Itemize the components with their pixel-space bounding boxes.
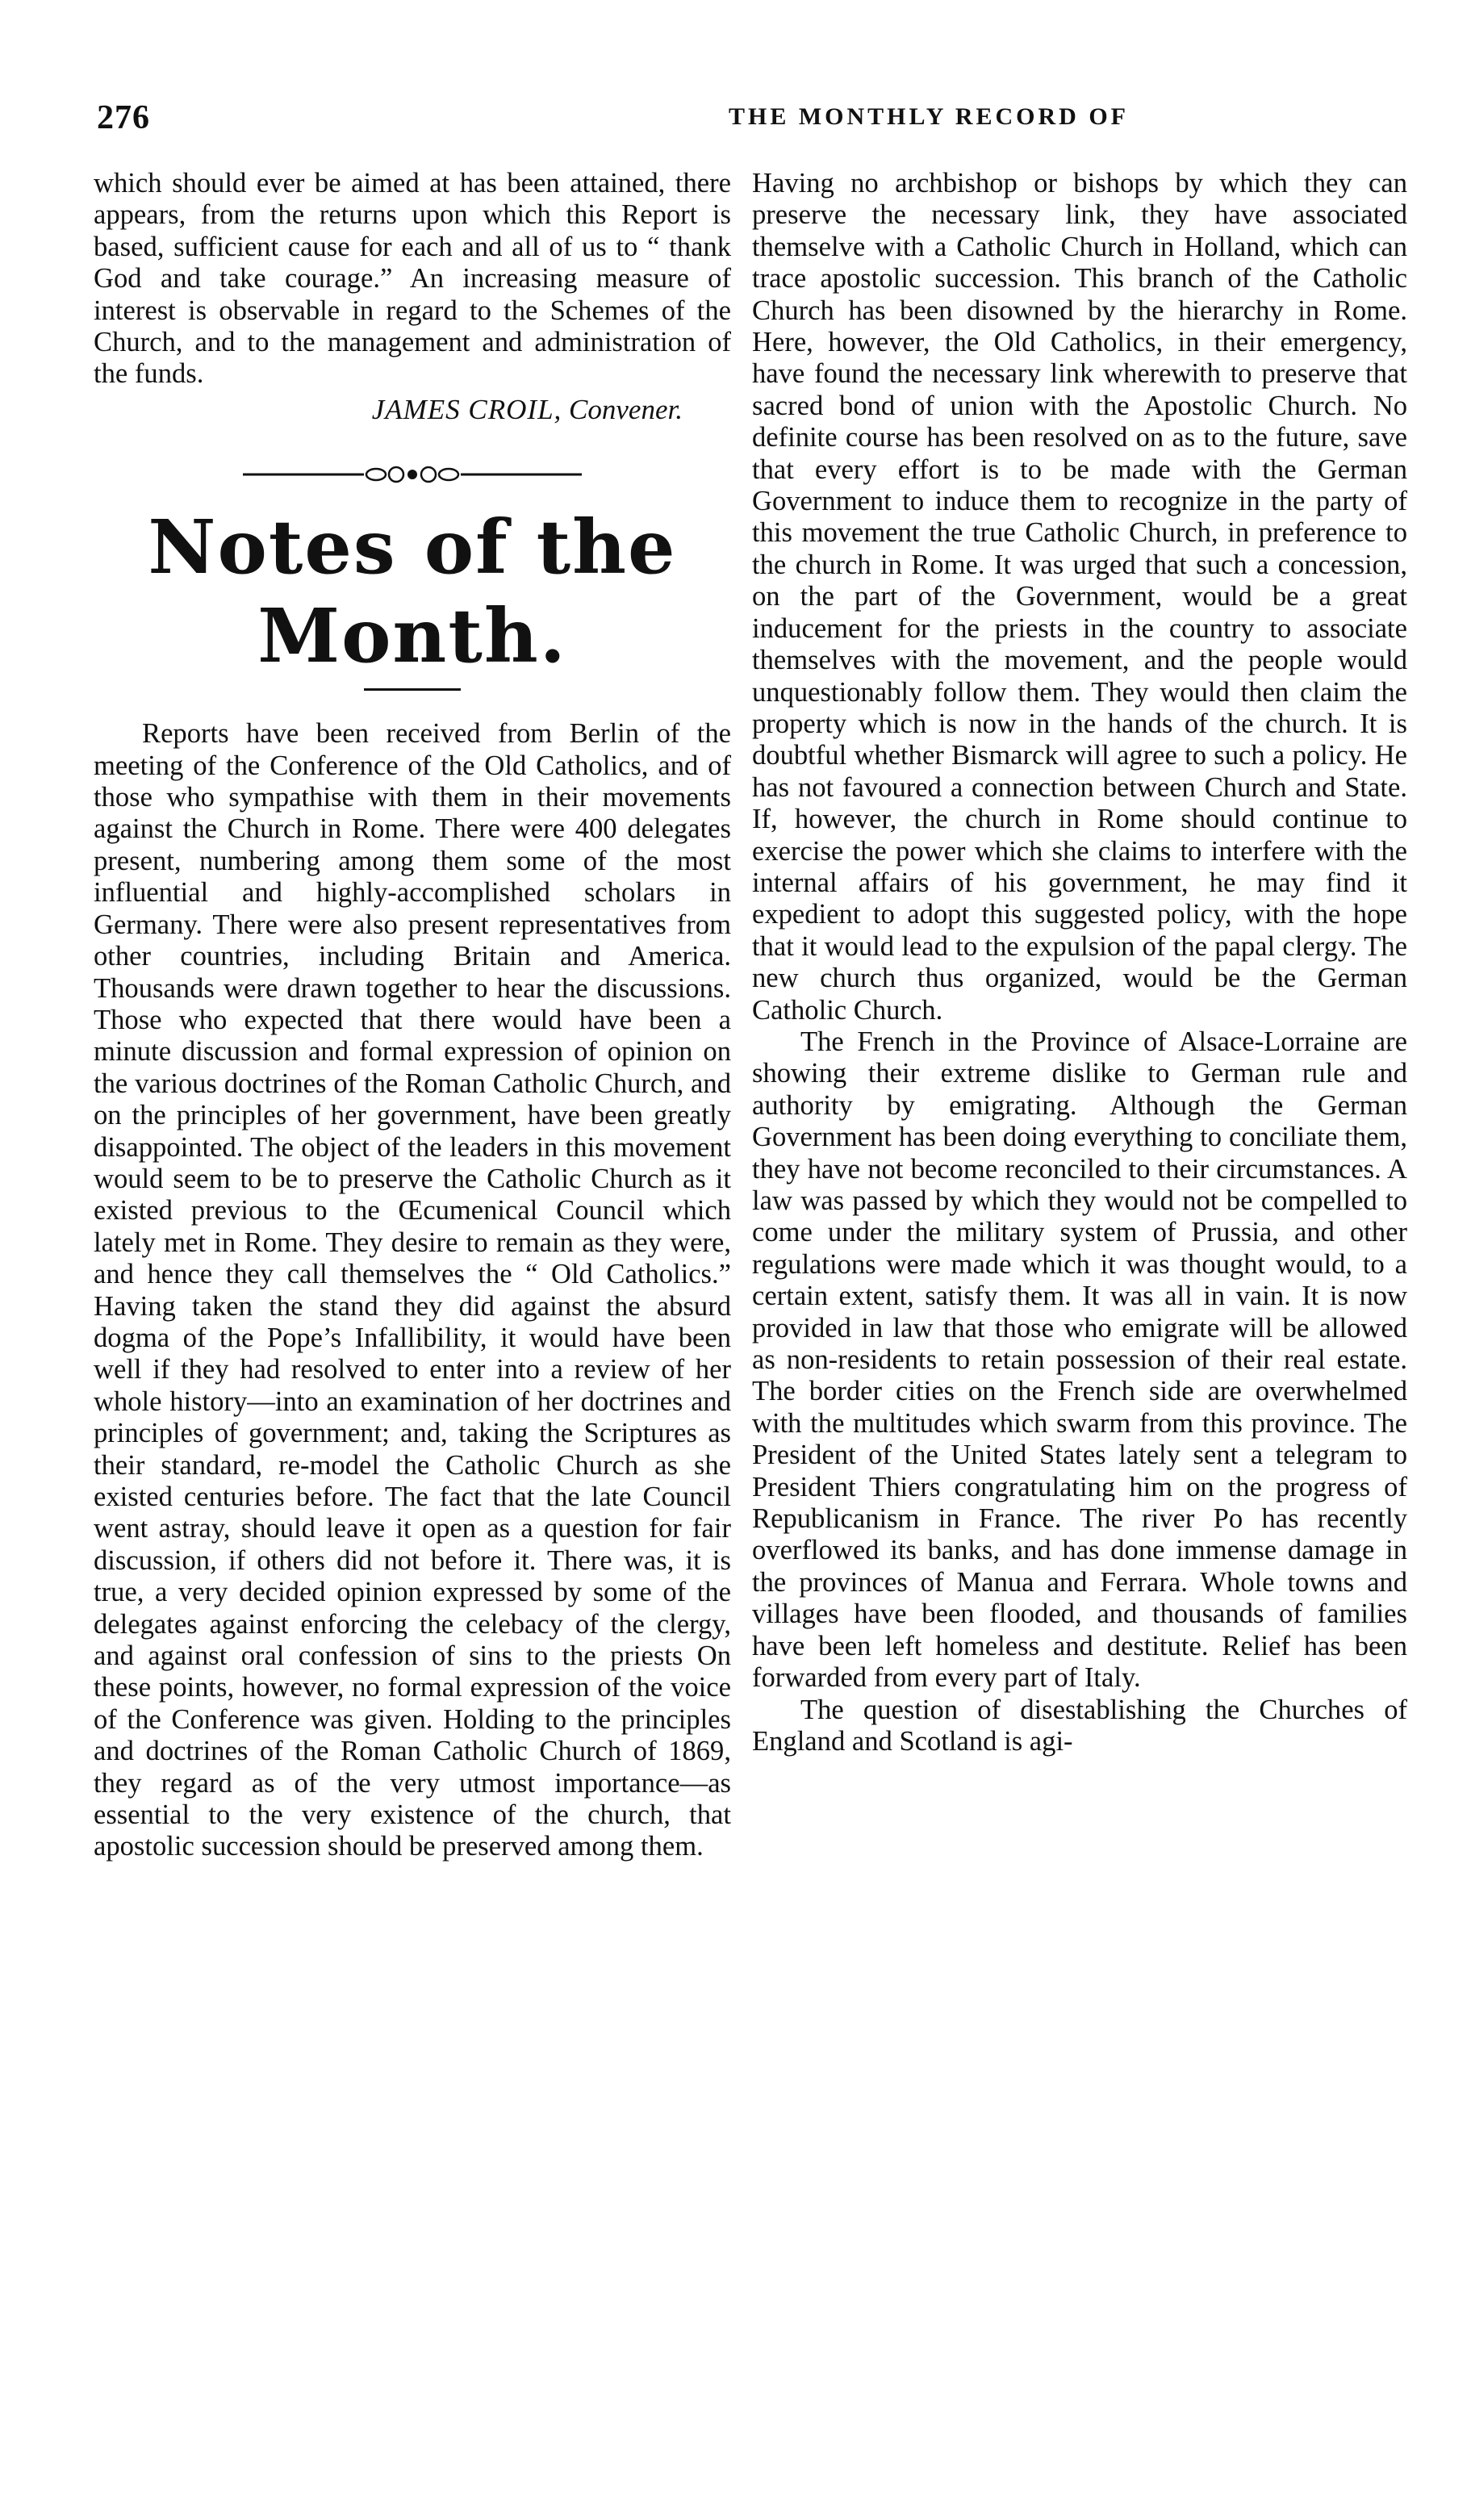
signature-title: Convener. bbox=[569, 393, 683, 425]
signature-name: JAMES CROIL, bbox=[371, 393, 562, 425]
running-head: THE MONTHLY RECORD OF bbox=[729, 103, 1129, 130]
section-title: Notes of the Month. bbox=[148, 504, 677, 680]
title-rule bbox=[364, 688, 461, 691]
left-column bbox=[94, 168, 731, 1863]
article-paragraph: Reports have been received from Berlin of the meeting of the Conference of the Old Catholics, and of those who sympathise with them in their movements against the Church in Rome. There were 400 delegates present, numbering among them some of the most influential and highly-accomplished scholars in Germany. There were also present representatives from other countries, including Britain and America. Thousands were drawn together to hear the discussions. Those who expected that there would have been a minute discussion and formal expression of opinion on the various doctrines of the Roman Catholic Church, and on the principles of her government, have been greatly disappointed. The object of the leaders in this movement would seem to be to preserve the Catholic Church as it existed previous to the Œcumenical Council which lately met in Rome. They desire to remain as they were, and hence they call themselves the “ Old Catholics.” Having taken the stand they did against the absurd dogma of the Pope’s Infallibility, it would have been well if they had resolved to enter into a review of her whole history—into an examination of her doctrines and principles of government; and, taking the Scriptures as their standard, re-model the Catholic Church as she existed centuries before. The fact that the late Council went astray, should leave it open as a question for fair discussion, if others did not before it. There was, it is true, a very decided opinion expressed by some of the delegates against enforcing the celebacy of the clergy, and against oral confession of sins to the priests On these points, however, no formal expression of the voice of the Conference was given. Holding to the principles and doctrines of the Roman Catholic Church of 1869, they regard as of the very utmost importance—as essential to the very existence of the church, that apostolic succession should be preserved among them. bbox=[94, 718, 731, 1862]
article-paragraph: Having no archbishop or bishops by which they can preserve the necessary link, they have associated themselve with a Catholic Church in Holland, which can trace apostolic succession. This branch of the Catholic Church has been disowned by the hierarchy in Rome. Here, however, the Old Catholics, in their emergency, have found the necessary link wherewith to preserve that sacred bond of union with the Apostolic Church. No definite course has been resolved on as to the future, save that every effort is to be made with the German Government to induce them to recognize in the party of this movement the true Catholic Church, in preference to the church in Rome. It was urged that such a concession, on the part of the Government, would be a great inducement for the priests in the country to associate themselves with the movement, and the people would unquestionably follow them. They would then claim the property which is now in the hands of the church. It is doubtful whether Bismarck will agree to such a policy. He has not favoured a connection between Church and State. If, however, the church in Rome should continue to exercise the power which she claims to interfere with the internal affairs of his government, he may find it expedient to adopt this suggested policy, with the hope that it would lead to the expulsion of the papal clergy. The new church thus organized, would be the German Catholic Church. bbox=[752, 168, 1407, 1026]
page-number: 276 bbox=[97, 99, 150, 136]
article-paragraph: The French in the Province of Alsace-Lorraine are showing their extreme dislike to German rule and authority by emigrating. Although the German Government has been doing everything to conciliate them, they have not become reconciled to their circumstances. A law was passed by which they would not be compelled to come under the military system of Prussia, and other regulations were made which it was thought would, to a certain extent, satisfy them. It was all in vain. It is now provided in law that those who emigrate will be allowed as non-residents to retain possession of their real estate. The border cities on the French side are overwhelmed with the multitudes which swarm from this province. The President of the United States lately sent a telegram to President Thiers congratulating him on the progress of Republicanism in France. The river Po has recently overflowed its banks, and has done immense damage in the provinces of Manua and Ferrara. Whole towns and villages have been flooded, and thousands of families have been left homeless and destitute. Relief has been forwarded from every part of Italy. bbox=[752, 1026, 1407, 1694]
signature bbox=[94, 394, 683, 425]
ornamental-divider bbox=[243, 462, 582, 487]
right-column bbox=[752, 168, 1407, 1757]
report-closing-paragraph: which should ever be aimed at has been attained, there appears, from the returns upon which this Report is based, sufficient cause for each and all of us to “ thank God and take courage.” An increasing measure of interest is observable in regard to the Schemes of the Church, and to the management and administration of the funds. bbox=[94, 168, 731, 390]
page-header bbox=[77, 98, 1401, 147]
article-paragraph: The question of disestablishing the Churches of England and Scotland is agi- bbox=[752, 1694, 1407, 1757]
